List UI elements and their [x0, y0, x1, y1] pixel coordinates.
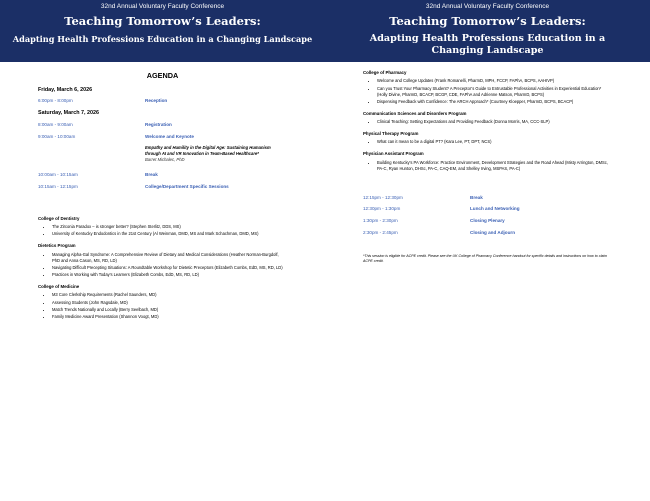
- session-item: • Welcome and College Updates (Frank Romanelli, PharmD, MPH, FCCP, FAPhA, BCPS, AAHIVP): [377, 78, 612, 84]
- section-title-physician-assistant: Physician Assistant Program: [363, 151, 424, 157]
- keynote-title: Empathy and Humility in the Digital Age: Sustaining Humanism through AI and VR Innovation in Team-Based Healthcare*: [145, 145, 271, 157]
- schedule-event: Lunch and Networking: [470, 206, 520, 212]
- session-item: • Clinical Teaching: Setting Expectations and Providing Feedback (Donna Morris, MA, CCC-SLP): [377, 119, 612, 125]
- session-item: • University of Kentucky Endodontics in the 21st Century (Al Weinman, DMD, MS and Mark Schachman, DMD, MS): [52, 231, 287, 237]
- day-heading: Saturday, March 7, 2026: [38, 110, 100, 117]
- schedule-event: Reception: [145, 98, 168, 104]
- section-title-physical-therapy: Physical Therapy Program: [363, 130, 419, 136]
- title-line-2: Adapting Health Professions Education in a Changing Landscape: [12, 34, 313, 44]
- schedule-row: [38, 184, 287, 191]
- schedule-time: 9:00am - 10:00am: [38, 133, 76, 139]
- schedule-time: 10:15am - 12:15pm: [38, 184, 78, 190]
- session-item: • Practices in Working with Today’s Learners (Elizabeth Combs, EdD, MS, RD, LD): [52, 272, 287, 278]
- header-banner: [325, 0, 650, 62]
- session-item: • Dispensing Feedback with Confidence: The ARCH Approach* (Courtney Kloepper, PharmD, BCPS, BCACP): [377, 99, 612, 105]
- section-title-dietetics: Dietetics Program: [38, 243, 76, 249]
- schedule-row: [38, 172, 287, 179]
- title-line-1: Teaching Tomorrow’s Leaders:: [389, 14, 586, 28]
- schedule-time: 1:30pm - 2:30pm: [363, 218, 398, 224]
- keynote-speaker: Barret Michalec, PhD: [145, 157, 185, 163]
- section-title-pharmacy: College of Pharmacy: [363, 70, 407, 75]
- schedule-row: [363, 206, 612, 213]
- agenda-title: AGENDA: [146, 71, 179, 80]
- session-list: [38, 252, 287, 278]
- conference-label: 32nd Annual Voluntary Faculty Conference: [100, 3, 225, 10]
- session-item: • M3 Core Clerkship Requirements (Rachel Saunders, MD): [52, 292, 287, 298]
- session-item: • Match Trends Nationally and Locally (Berry Seelbach, MD): [52, 307, 287, 313]
- footnote: *This session is eligible for ACPE credit. Please see the UK College of Pharmacy Conference handout for specific details and instructions on how to claim ACPE credit.: [363, 254, 608, 264]
- schedule-event: College/Department Specific Sessions: [145, 184, 229, 190]
- schedule-row: [38, 134, 287, 141]
- schedule-time: 12:15pm - 12:30pm: [363, 194, 403, 200]
- schedule-time: 6:00pm - 8:00pm: [38, 98, 73, 104]
- title-line-1: Teaching Tomorrow’s Leaders:: [64, 14, 261, 28]
- schedule-event: Registration: [145, 121, 172, 127]
- session-list: [363, 119, 612, 125]
- section-title-medicine: College of Medicine: [38, 283, 80, 289]
- keynote-details: [145, 145, 275, 163]
- title-line-2: Adapting Health Professions Education in a Changing Landscape: [369, 33, 606, 56]
- session-list: [363, 139, 612, 145]
- schedule-row: [38, 122, 287, 129]
- agenda-page-right: [325, 0, 650, 501]
- header-banner: [0, 0, 325, 62]
- schedule-event: Closing Plenary: [470, 218, 505, 224]
- section-title-dentistry: College of Dentistry: [38, 215, 80, 221]
- schedule-row: [38, 98, 287, 105]
- session-item: • Can you Trust Your Pharmacy Student? A Preceptor’s Guide to Entrustable Professional Activities in Experiential Education* (Holly Divine, PharmD, BCACP, BCGP, CDE, FAPhA and Adrienne Matson, PharmD, BCPS): [377, 86, 612, 98]
- session-item: • Building Kentucky’s PA Workforce: Practice Environment, Development Strategies and the Road Ahead (Misty Arrington, DMSc, PA-C, Ryan Hunton, DHSc, PA-C, CAQ-EM, and Shelley Irving, MSPAS, PA-C): [377, 160, 612, 172]
- schedule-time: 8:00am - 9:00am: [38, 121, 73, 127]
- schedule-event: Break: [470, 194, 483, 200]
- session-list: [38, 224, 287, 237]
- session-item: • The Zirconia Paradox – is stronger better? (Stephen Sterlitz, DDS, MS): [52, 224, 287, 230]
- session-list: [38, 292, 287, 320]
- day-heading: Friday, March 6, 2026: [38, 86, 93, 93]
- session-item: • What can it mean to be a digital PT? (Kara Lee, PT, DPT, NCS): [377, 139, 612, 145]
- schedule-row: [363, 218, 612, 225]
- section-title-communication-sciences: Communication Sciences and Disorders Program: [363, 110, 467, 116]
- schedule-event: Welcome and Keynote: [145, 133, 194, 139]
- schedule-row: [363, 195, 612, 202]
- conference-label: 32nd Annual Voluntary Faculty Conference: [425, 3, 550, 10]
- session-list: [363, 160, 612, 172]
- session-item: • Navigating Difficult Precepting Situations: A Roundtable Workshop for Dietetic Preceptors (Elizabeth Combs, EdD, MS, RD, LD): [52, 265, 287, 271]
- schedule-time: 12:30pm - 1:30pm: [363, 206, 401, 212]
- session-item: • Assessing Students (John Ragsdale, MD): [52, 300, 287, 306]
- schedule-event: Closing and Adjourn: [470, 229, 515, 235]
- schedule-row: [363, 230, 612, 237]
- session-item: • Managing Alpha-Gal Syndrome: A Comprehensive Review of Dietary and Medical Considerations (Heather Norman-Burgdolf, PhD and Anna Cason, MS, RD, LD): [52, 252, 287, 264]
- schedule-time: 2:30pm - 2:45pm: [363, 229, 398, 235]
- session-item: • Family Medicine Award Presentation (Shannon Voogt, MD): [52, 314, 287, 320]
- schedule-time: 10:00am - 10:15am: [38, 172, 78, 178]
- session-list: [363, 78, 612, 104]
- schedule-event: Break: [145, 172, 158, 178]
